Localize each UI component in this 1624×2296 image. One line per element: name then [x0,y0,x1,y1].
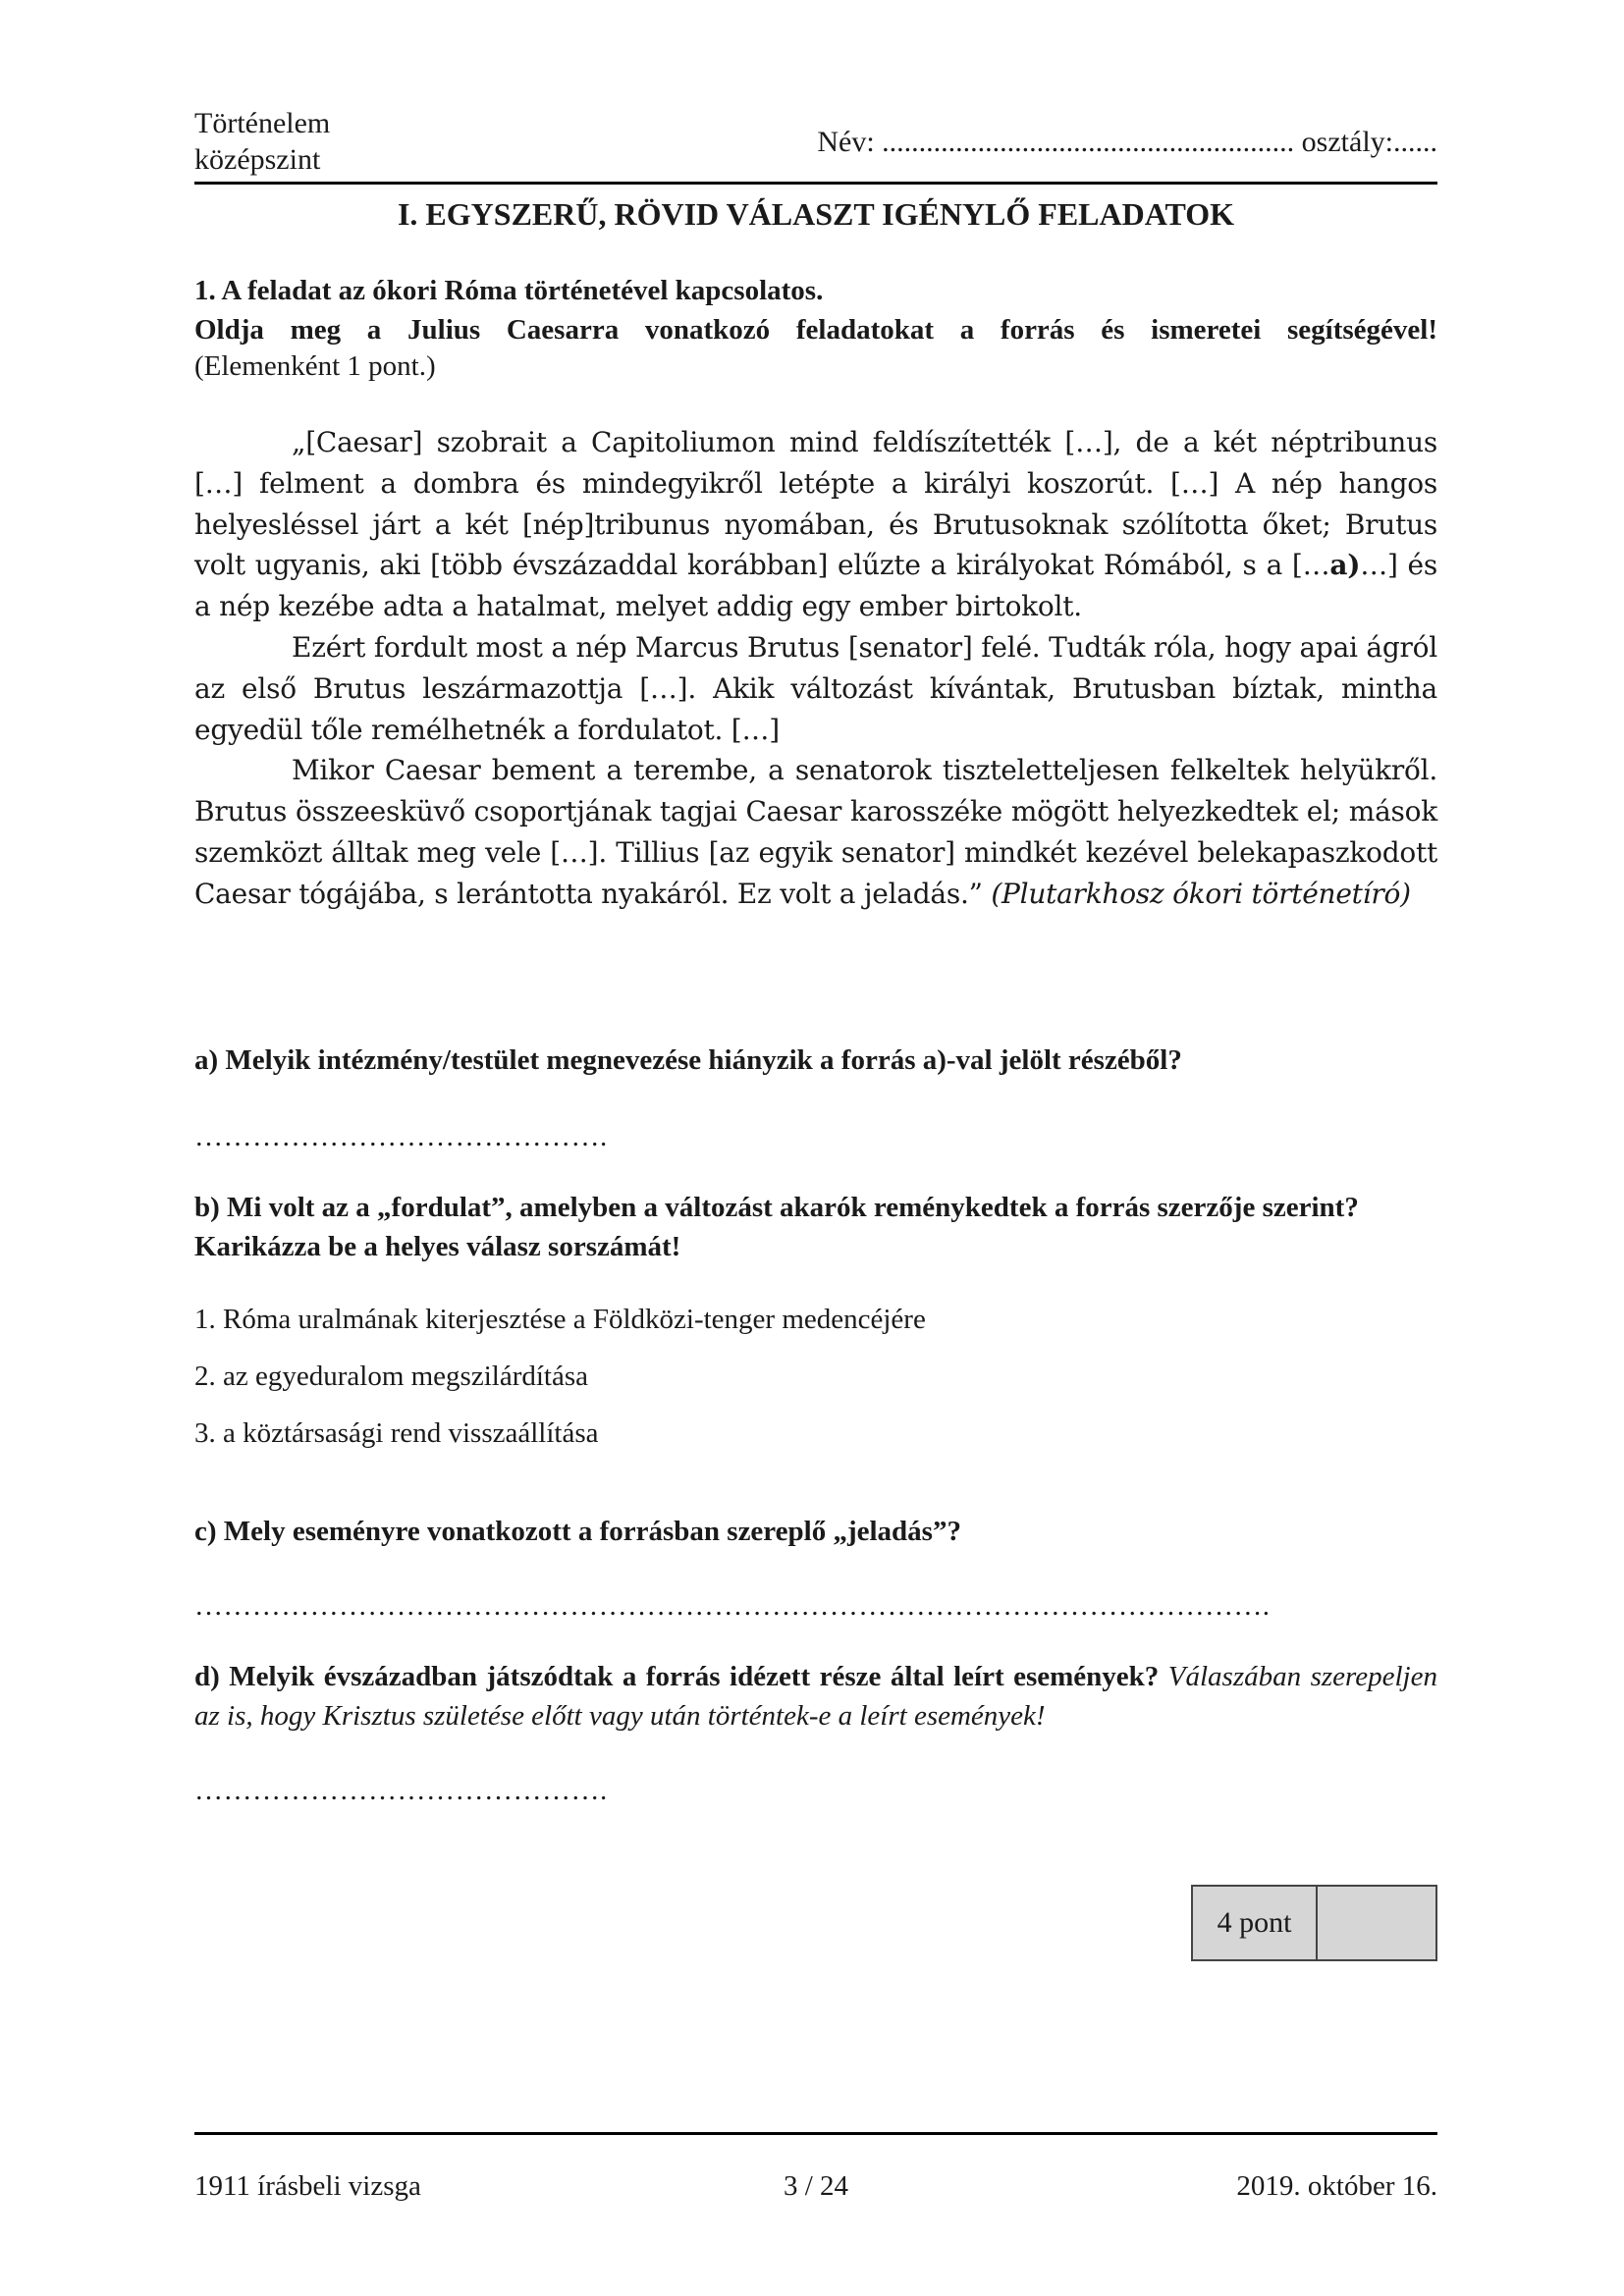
header-subject: Történelem [194,107,331,139]
name-class-field[interactable]: Név: ........................................................ osztály:...... [817,126,1437,158]
source-paragraph-1: „[Caesar] szobrait a Capitoliumon mind feldíszítették […], de a két néptribunus […] felment a dombra és mindegyikről letépte a királyi koszorút. […] A nép hangos helyesléssel járt a két [nép]tribunus nyomában, és Brutusoknak szólította őket; Brutus volt ugyanis, aki [több évszázaddal korábban] elűzte a királyokat Rómából, s a […a)…] és a nép kezébe adta a hatalmat, melyet addig egy ember birtokolt. [194,426,1437,623]
option-3[interactable]: 3. a köztársasági rend visszaállítása [194,1417,599,1449]
score-field[interactable] [1318,1887,1435,1959]
score-label: 4 pont [1193,1887,1318,1959]
header-level: középszint [194,143,321,176]
score-box [1191,1885,1437,1961]
task-title: 1. A feladat az ókori Róma történetével kapcsolatos. [194,275,824,306]
source-paragraph-3: Mikor Caesar bement a terembe, a senatorok tiszteletteljesen felkeltek helyükről. Brutus összeesküvő csoportjának tagjai Caesar karosszéke mögött helyezkedtek el; mások szemközt álltak meg vele […]. Tillius [az egyik senator] mindkét kezével belekapaszkodott Caesar tógájába, s lerántotta nyakáról. Ez volt a jeladás.” (Plutarkhosz ókori történetíró) [194,754,1437,910]
footer-date: 2019. október 16. [1236,2170,1437,2202]
question-b: b) Mi volt az a „fordulat”, amelyben a változást akarók reménykedtek a forrás szerzője szerint? Karikázza be a helyes válasz sorszámát! [194,1192,1359,1262]
question-c: c) Mely eseményre vonatkozott a forrásban szereplő „jeladás”? [194,1516,961,1547]
answer-line-c[interactable]: …………………………………………………………………………………………………. [194,1590,1271,1622]
source-paragraph-2: Ezért fordult most a nép Marcus Brutus [senator] felé. Tudták róla, hogy apai ágról az első Brutus leszármazottja […]. Akik változást kívántak, Brutusban bíztak, mintha egyedül tőle remélhetnék a fordulatot. […] [194,630,1437,746]
question-a: a) Melyik intézmény/testület megnevezése hiányzik a forrás a)-val jelölt részéből? [194,1044,1182,1076]
option-1[interactable]: 1. Róma uralmának kiterjesztése a Földközi-tenger medencéjére [194,1304,926,1335]
section-title: I. EGYSZERŰ, RÖVID VÁLASZT IGÉNYLŐ FELADATOK [397,196,1235,232]
source-text [194,422,1437,915]
footer-divider [194,2132,1437,2135]
footer-exam-code: 1911 írásbeli vizsga [194,2170,421,2202]
option-2[interactable]: 2. az egyeduralom megszilárdítása [194,1361,589,1392]
header-divider [194,182,1437,185]
answer-line-d[interactable]: ……………………………………. [194,1775,608,1806]
task-points-note: (Elemenként 1 pont.) [194,350,436,382]
gap-marker-a: a) [1329,549,1361,582]
task-instruction: Oldja meg a Julius Caesarra vonatkozó feladatokat a forrás és ismeretei segítségével! [194,314,1437,346]
question-d: d) Melyik évszázadban játszódtak a forrás idézett része által leírt események? Válaszában szerepeljen az is, hogy Krisztus születése előtt vagy után történtek-e a leírt események! [194,1661,1437,1732]
source-attribution: (Plutarkhosz ókori történetíró) [991,877,1411,910]
footer-page-number: 3 / 24 [783,2170,849,2202]
answer-line-a[interactable]: ……………………………………. [194,1121,608,1152]
